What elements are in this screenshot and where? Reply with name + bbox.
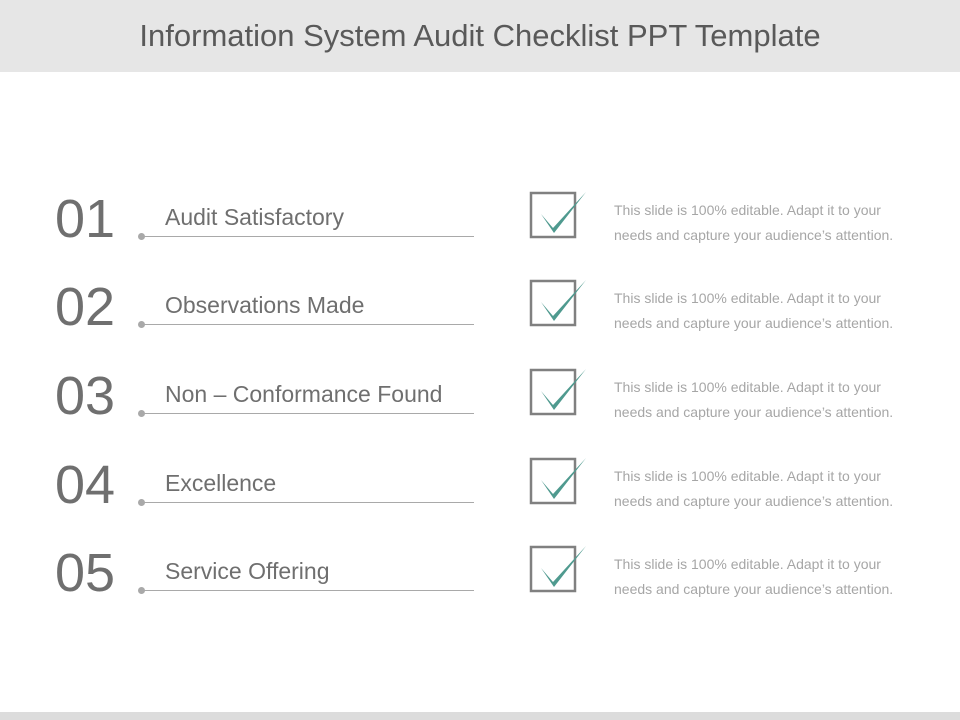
underline-rule bbox=[142, 236, 474, 237]
item-number: 02 bbox=[55, 277, 116, 337]
item-description: This slide is 100% editable. Adapt it to your needs and capture your audience’s attention. bbox=[614, 468, 894, 509]
underline-rule bbox=[142, 324, 474, 325]
item-number: 01 bbox=[55, 189, 116, 249]
checkbox-checked-icon bbox=[528, 367, 592, 419]
item-number: 03 bbox=[55, 366, 116, 426]
item-label: Audit Satisfactory bbox=[165, 204, 344, 230]
footer-bar bbox=[0, 712, 960, 720]
checklist-item-5 bbox=[0, 543, 960, 626]
underline-rule bbox=[142, 413, 474, 414]
item-number: 05 bbox=[55, 543, 116, 603]
checklist-item-4 bbox=[0, 455, 960, 538]
item-description: This slide is 100% editable. Adapt it to your needs and capture your audience’s attention. bbox=[614, 379, 894, 420]
item-description: This slide is 100% editable. Adapt it to your needs and capture your audience’s attention. bbox=[614, 556, 894, 597]
item-label: Service Offering bbox=[165, 558, 330, 584]
page-title: Information System Audit Checklist PPT Template bbox=[139, 18, 821, 53]
checkbox-checked-icon bbox=[528, 278, 592, 330]
title-bar bbox=[0, 0, 960, 72]
underline-rule bbox=[142, 502, 474, 503]
underline-rule bbox=[142, 590, 474, 591]
item-label: Excellence bbox=[165, 470, 277, 496]
item-number: 04 bbox=[55, 455, 116, 515]
item-label: Observations Made bbox=[165, 292, 365, 318]
checklist-item-1 bbox=[0, 189, 960, 272]
checkbox-checked-icon bbox=[528, 544, 592, 596]
item-description: This slide is 100% editable. Adapt it to your needs and capture your audience’s attention. bbox=[614, 202, 894, 243]
item-description: This slide is 100% editable. Adapt it to your needs and capture your audience’s attention. bbox=[614, 290, 894, 331]
checklist-item-2 bbox=[0, 277, 960, 360]
item-label: Non – Conformance Found bbox=[165, 381, 443, 407]
checklist-item-3 bbox=[0, 366, 960, 449]
checkbox-checked-icon bbox=[528, 190, 592, 242]
checkbox-checked-icon bbox=[528, 456, 592, 508]
